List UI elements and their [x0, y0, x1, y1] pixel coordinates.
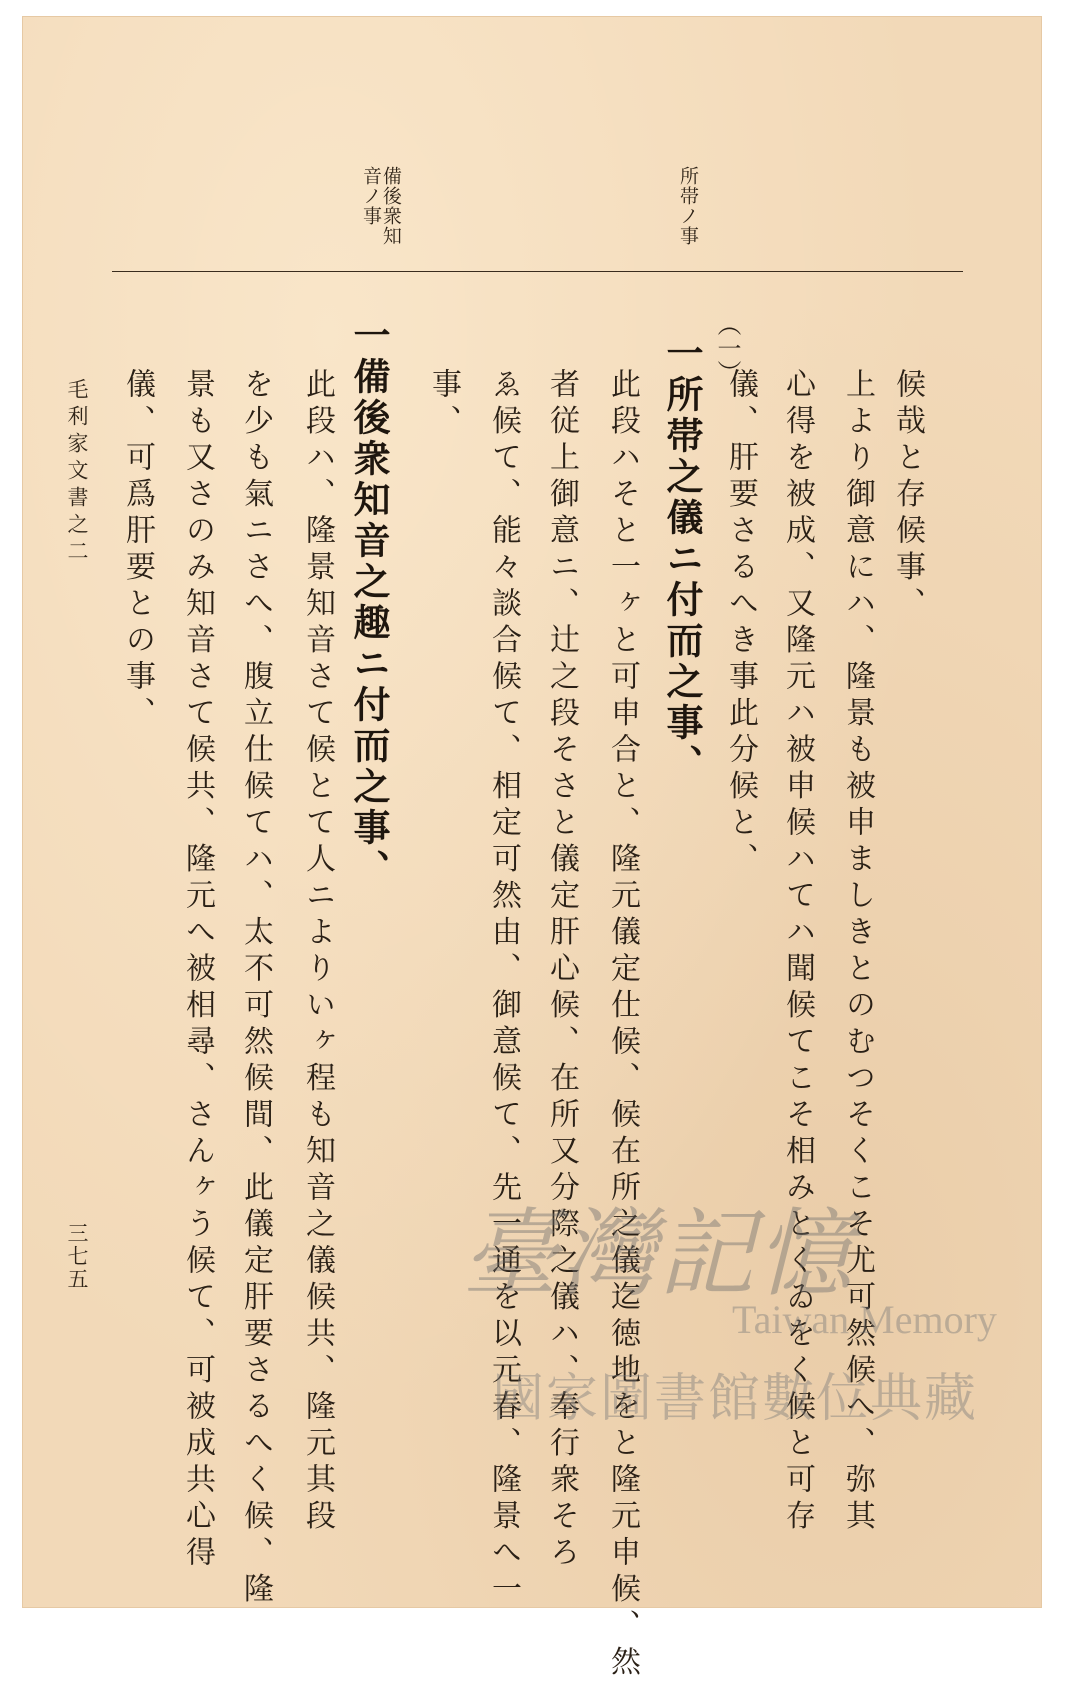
- text-line-13: 景も又さのみ知音さて候共、隆元へ被相尋、さんヶう候て、可被成共心得: [180, 368, 215, 1573]
- watermark-main: 臺灣記憶: [462, 1198, 854, 1310]
- page-number: 三七五: [65, 1222, 89, 1291]
- document-page: [22, 16, 1042, 1682]
- text-line-9: 事、: [426, 368, 461, 441]
- text-line-1: 候哉と存候事、: [890, 368, 925, 624]
- footer-book-title: 毛利家文書之二: [65, 378, 89, 567]
- text-line-11: 此段ハ、隆景知音さて候とて人ニよりいヶ程も知音之儀候共、隆元其段: [300, 368, 335, 1536]
- text-line-4: 儀、肝要さるへき事此分候と、: [723, 368, 758, 879]
- text-line-14: 儀、可爲肝要との事、: [120, 368, 155, 733]
- text-line-8: ゑ候て、能々談合候て、相定可然由、御意候て、先一通を以元春、隆景へ一: [486, 368, 521, 1609]
- section-heading-bingo: 一備後衆知音之趣ニ付而之事、: [347, 316, 391, 890]
- text-line-2: 上より御意にハ、隆景も被申ましきとのむつそくこそ尤可然候へ、弥其: [840, 368, 875, 1536]
- library-watermark: [462, 1178, 1002, 1438]
- watermark-sub: 國家圖書館數位典藏: [492, 1369, 979, 1429]
- text-line-6: 此段ハそと一ヶと可申合と、隆元儀定仕候、候在所之儀迄徳地をと隆元申候、然: [605, 368, 640, 1682]
- text-line-3: 心得を被成、又隆元ハ被申候ハてハ聞候てこそ相みとくゐをく候と可存: [780, 368, 815, 1536]
- header-rule: [112, 271, 963, 272]
- section-marker-1: （一）: [713, 312, 741, 384]
- text-line-7: 者従上御意ニ、辻之段そさと儀定肝心候、在所又分際之儀ハ、奉行衆そろ: [544, 368, 579, 1573]
- header-note-bingo: 備後衆知音ノ事: [359, 166, 402, 246]
- section-heading-household: 一所帯之儀ニ付而之事、: [660, 334, 704, 785]
- text-line-12: を少も氣ニさへ、腹立仕候てハ、太不可然候間、此儀定肝要さるへく候、隆: [238, 368, 273, 1609]
- watermark-english: Taiwan Memory: [732, 1297, 997, 1342]
- header-note-household: 所帯ノ事: [676, 166, 699, 246]
